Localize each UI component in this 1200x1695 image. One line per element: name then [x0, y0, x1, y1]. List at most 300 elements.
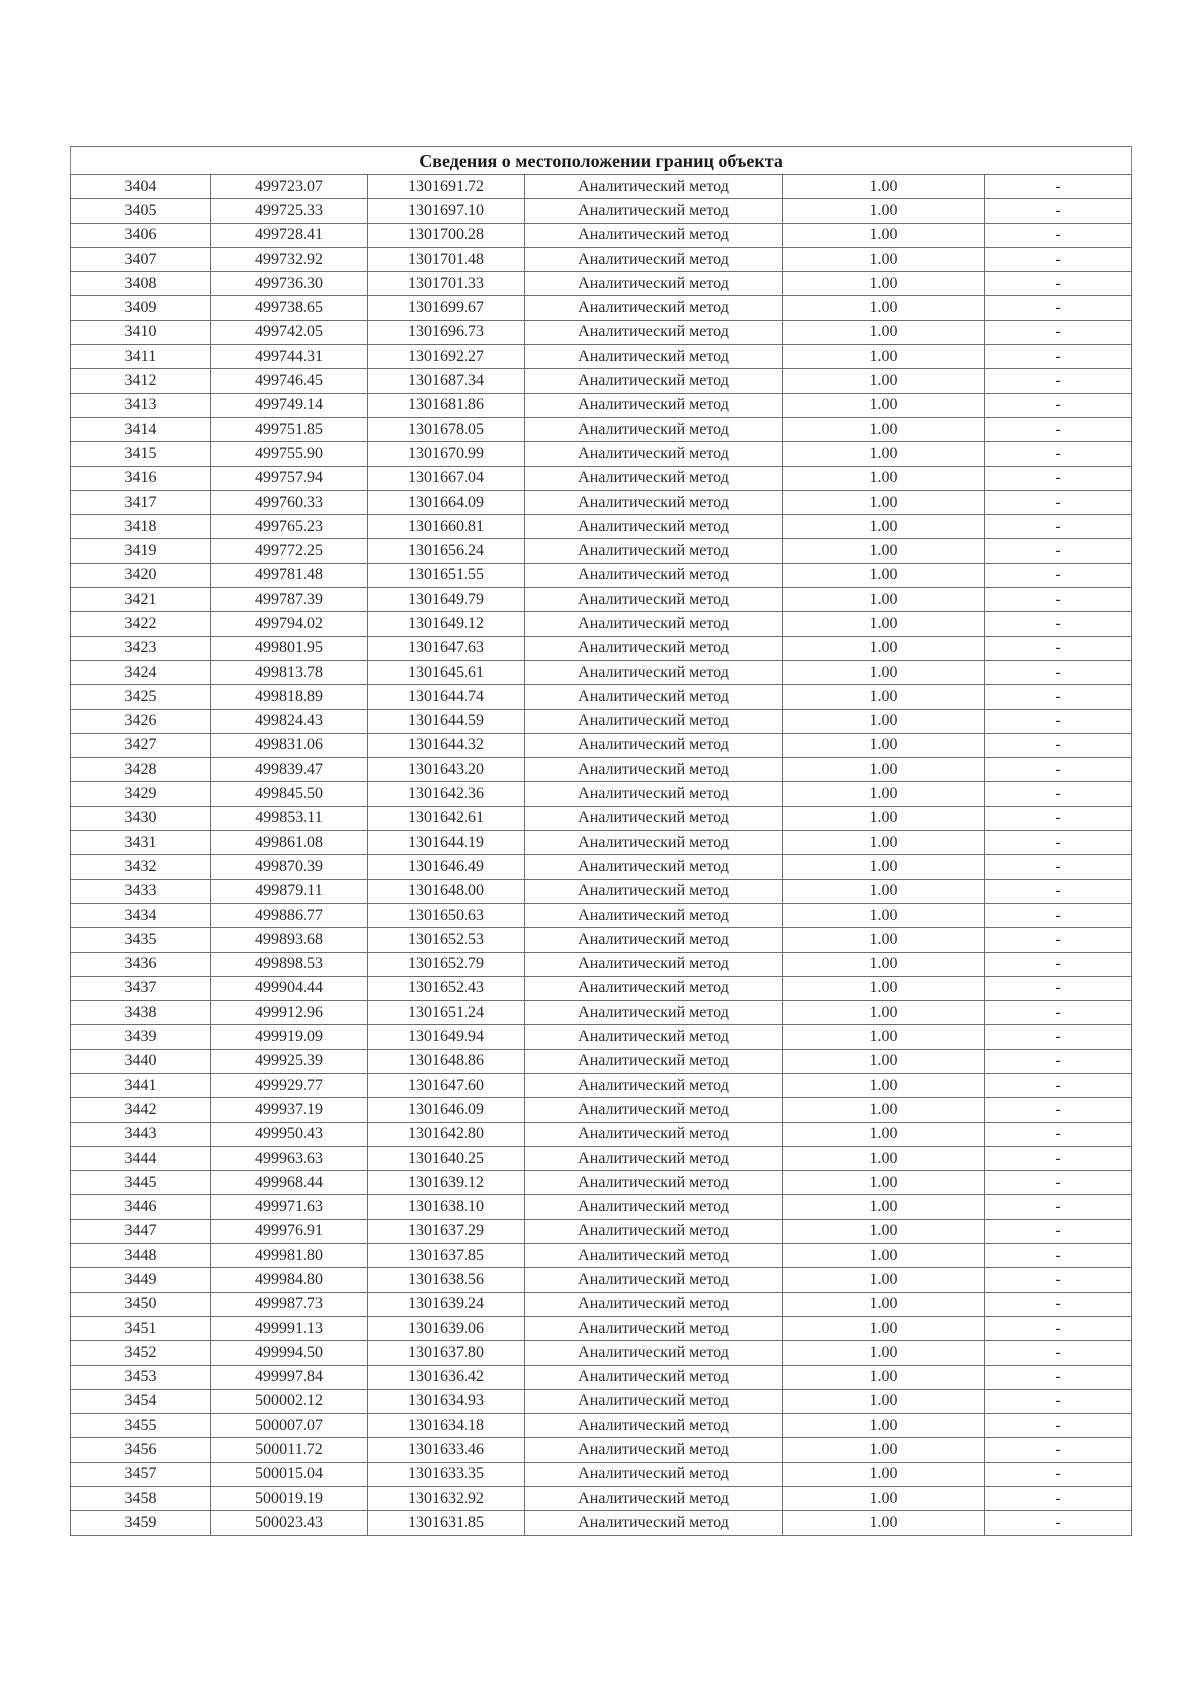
x-coordinate-cell: 499861.08	[211, 831, 368, 855]
accuracy-cell: 1.00	[783, 175, 985, 199]
y-coordinate-cell: 1301691.72	[368, 175, 525, 199]
table-row	[71, 1122, 1132, 1146]
note-cell: -	[985, 758, 1132, 782]
method-cell: Аналитический метод	[525, 758, 783, 782]
y-coordinate-cell: 1301652.43	[368, 976, 525, 1000]
table-row	[71, 1389, 1132, 1413]
table-body	[71, 175, 1132, 1536]
point-number-cell: 3450	[71, 1292, 211, 1316]
table-row	[71, 1316, 1132, 1340]
accuracy-cell: 1.00	[783, 1316, 985, 1340]
method-cell: Аналитический метод	[525, 855, 783, 879]
accuracy-cell: 1.00	[783, 1146, 985, 1170]
y-coordinate-cell: 1301639.24	[368, 1292, 525, 1316]
table-row	[71, 588, 1132, 612]
x-coordinate-cell: 500011.72	[211, 1438, 368, 1462]
method-cell: Аналитический метод	[525, 1438, 783, 1462]
point-number-cell: 3424	[71, 660, 211, 684]
table-row	[71, 539, 1132, 563]
y-coordinate-cell: 1301644.19	[368, 831, 525, 855]
method-cell: Аналитический метод	[525, 1462, 783, 1486]
method-cell: Аналитический метод	[525, 1511, 783, 1535]
note-cell: -	[985, 320, 1132, 344]
point-number-cell: 3438	[71, 1001, 211, 1025]
table-row	[71, 442, 1132, 466]
method-cell: Аналитический метод	[525, 393, 783, 417]
y-coordinate-cell: 1301646.49	[368, 855, 525, 879]
point-number-cell: 3448	[71, 1244, 211, 1268]
table-row	[71, 1462, 1132, 1486]
y-coordinate-cell: 1301648.86	[368, 1049, 525, 1073]
method-cell: Аналитический метод	[525, 1025, 783, 1049]
note-cell: -	[985, 976, 1132, 1000]
table-row	[71, 1219, 1132, 1243]
method-cell: Аналитический метод	[525, 879, 783, 903]
y-coordinate-cell: 1301634.18	[368, 1414, 525, 1438]
table-row	[71, 879, 1132, 903]
method-cell: Аналитический метод	[525, 1122, 783, 1146]
x-coordinate-cell: 499981.80	[211, 1244, 368, 1268]
note-cell: -	[985, 636, 1132, 660]
y-coordinate-cell: 1301652.53	[368, 928, 525, 952]
note-cell: -	[985, 247, 1132, 271]
x-coordinate-cell: 499950.43	[211, 1122, 368, 1146]
point-number-cell: 3421	[71, 588, 211, 612]
y-coordinate-cell: 1301651.55	[368, 563, 525, 587]
x-coordinate-cell: 499963.63	[211, 1146, 368, 1170]
point-number-cell: 3440	[71, 1049, 211, 1073]
y-coordinate-cell: 1301642.36	[368, 782, 525, 806]
x-coordinate-cell: 499755.90	[211, 442, 368, 466]
x-coordinate-cell: 499925.39	[211, 1049, 368, 1073]
point-number-cell: 3455	[71, 1414, 211, 1438]
note-cell: -	[985, 1049, 1132, 1073]
table-row	[71, 1438, 1132, 1462]
y-coordinate-cell: 1301700.28	[368, 223, 525, 247]
note-cell: -	[985, 345, 1132, 369]
point-number-cell: 3419	[71, 539, 211, 563]
method-cell: Аналитический метод	[525, 490, 783, 514]
x-coordinate-cell: 499879.11	[211, 879, 368, 903]
method-cell: Аналитический метод	[525, 782, 783, 806]
accuracy-cell: 1.00	[783, 442, 985, 466]
note-cell: -	[985, 1219, 1132, 1243]
table-row	[71, 1292, 1132, 1316]
accuracy-cell: 1.00	[783, 879, 985, 903]
x-coordinate-cell: 499794.02	[211, 612, 368, 636]
table-row	[71, 928, 1132, 952]
point-number-cell: 3430	[71, 806, 211, 830]
point-number-cell: 3434	[71, 903, 211, 927]
accuracy-cell: 1.00	[783, 1098, 985, 1122]
note-cell: -	[985, 272, 1132, 296]
note-cell: -	[985, 1122, 1132, 1146]
note-cell: -	[985, 782, 1132, 806]
table-row	[71, 1511, 1132, 1535]
y-coordinate-cell: 1301644.32	[368, 733, 525, 757]
y-coordinate-cell: 1301701.33	[368, 272, 525, 296]
note-cell: -	[985, 175, 1132, 199]
note-cell: -	[985, 199, 1132, 223]
y-coordinate-cell: 1301644.74	[368, 685, 525, 709]
note-cell: -	[985, 831, 1132, 855]
method-cell: Аналитический метод	[525, 320, 783, 344]
method-cell: Аналитический метод	[525, 685, 783, 709]
point-number-cell: 3427	[71, 733, 211, 757]
accuracy-cell: 1.00	[783, 466, 985, 490]
note-cell: -	[985, 1268, 1132, 1292]
x-coordinate-cell: 499760.33	[211, 490, 368, 514]
x-coordinate-cell: 499971.63	[211, 1195, 368, 1219]
y-coordinate-cell: 1301639.12	[368, 1171, 525, 1195]
point-number-cell: 3428	[71, 758, 211, 782]
y-coordinate-cell: 1301692.27	[368, 345, 525, 369]
y-coordinate-cell: 1301699.67	[368, 296, 525, 320]
x-coordinate-cell: 500019.19	[211, 1487, 368, 1511]
note-cell: -	[985, 1414, 1132, 1438]
note-cell: -	[985, 563, 1132, 587]
accuracy-cell: 1.00	[783, 490, 985, 514]
point-number-cell: 3415	[71, 442, 211, 466]
point-number-cell: 3453	[71, 1365, 211, 1389]
y-coordinate-cell: 1301638.56	[368, 1268, 525, 1292]
accuracy-cell: 1.00	[783, 393, 985, 417]
y-coordinate-cell: 1301687.34	[368, 369, 525, 393]
x-coordinate-cell: 499912.96	[211, 1001, 368, 1025]
x-coordinate-cell: 499987.73	[211, 1292, 368, 1316]
note-cell: -	[985, 1098, 1132, 1122]
table-row	[71, 466, 1132, 490]
method-cell: Аналитический метод	[525, 223, 783, 247]
y-coordinate-cell: 1301697.10	[368, 199, 525, 223]
method-cell: Аналитический метод	[525, 612, 783, 636]
point-number-cell: 3417	[71, 490, 211, 514]
y-coordinate-cell: 1301633.35	[368, 1462, 525, 1486]
note-cell: -	[985, 709, 1132, 733]
accuracy-cell: 1.00	[783, 1049, 985, 1073]
accuracy-cell: 1.00	[783, 247, 985, 271]
x-coordinate-cell: 499937.19	[211, 1098, 368, 1122]
accuracy-cell: 1.00	[783, 636, 985, 660]
accuracy-cell: 1.00	[783, 588, 985, 612]
y-coordinate-cell: 1301681.86	[368, 393, 525, 417]
note-cell: -	[985, 733, 1132, 757]
point-number-cell: 3441	[71, 1073, 211, 1097]
y-coordinate-cell: 1301637.80	[368, 1341, 525, 1365]
method-cell: Аналитический метод	[525, 1195, 783, 1219]
y-coordinate-cell: 1301643.20	[368, 758, 525, 782]
table-row	[71, 1146, 1132, 1170]
method-cell: Аналитический метод	[525, 1316, 783, 1340]
accuracy-cell: 1.00	[783, 782, 985, 806]
accuracy-cell: 1.00	[783, 976, 985, 1000]
x-coordinate-cell: 499751.85	[211, 417, 368, 441]
accuracy-cell: 1.00	[783, 855, 985, 879]
note-cell: -	[985, 490, 1132, 514]
y-coordinate-cell: 1301648.00	[368, 879, 525, 903]
point-number-cell: 3414	[71, 417, 211, 441]
x-coordinate-cell: 499845.50	[211, 782, 368, 806]
method-cell: Аналитический метод	[525, 563, 783, 587]
method-cell: Аналитический метод	[525, 1341, 783, 1365]
point-number-cell: 3456	[71, 1438, 211, 1462]
accuracy-cell: 1.00	[783, 1462, 985, 1486]
method-cell: Аналитический метод	[525, 660, 783, 684]
accuracy-cell: 1.00	[783, 1025, 985, 1049]
accuracy-cell: 1.00	[783, 345, 985, 369]
method-cell: Аналитический метод	[525, 831, 783, 855]
note-cell: -	[985, 588, 1132, 612]
method-cell: Аналитический метод	[525, 733, 783, 757]
y-coordinate-cell: 1301656.24	[368, 539, 525, 563]
table-row	[71, 1098, 1132, 1122]
accuracy-cell: 1.00	[783, 733, 985, 757]
method-cell: Аналитический метод	[525, 1389, 783, 1413]
accuracy-cell: 1.00	[783, 272, 985, 296]
y-coordinate-cell: 1301646.09	[368, 1098, 525, 1122]
table-row	[71, 296, 1132, 320]
x-coordinate-cell: 499968.44	[211, 1171, 368, 1195]
note-cell: -	[985, 952, 1132, 976]
y-coordinate-cell: 1301631.85	[368, 1511, 525, 1535]
x-coordinate-cell: 499976.91	[211, 1219, 368, 1243]
method-cell: Аналитический метод	[525, 976, 783, 1000]
method-cell: Аналитический метод	[525, 1292, 783, 1316]
x-coordinate-cell: 499723.07	[211, 175, 368, 199]
accuracy-cell: 1.00	[783, 1365, 985, 1389]
y-coordinate-cell: 1301664.09	[368, 490, 525, 514]
method-cell: Аналитический метод	[525, 296, 783, 320]
point-number-cell: 3409	[71, 296, 211, 320]
method-cell: Аналитический метод	[525, 709, 783, 733]
table-row	[71, 806, 1132, 830]
point-number-cell: 3457	[71, 1462, 211, 1486]
x-coordinate-cell: 499898.53	[211, 952, 368, 976]
accuracy-cell: 1.00	[783, 1414, 985, 1438]
table-row	[71, 1244, 1132, 1268]
point-number-cell: 3451	[71, 1316, 211, 1340]
table-row	[71, 223, 1132, 247]
method-cell: Аналитический метод	[525, 1268, 783, 1292]
accuracy-cell: 1.00	[783, 369, 985, 393]
x-coordinate-cell: 499994.50	[211, 1341, 368, 1365]
table-row	[71, 976, 1132, 1000]
table-row	[71, 490, 1132, 514]
table-row	[71, 636, 1132, 660]
x-coordinate-cell: 499886.77	[211, 903, 368, 927]
note-cell: -	[985, 223, 1132, 247]
x-coordinate-cell: 500002.12	[211, 1389, 368, 1413]
accuracy-cell: 1.00	[783, 539, 985, 563]
accuracy-cell: 1.00	[783, 806, 985, 830]
x-coordinate-cell: 499738.65	[211, 296, 368, 320]
point-number-cell: 3442	[71, 1098, 211, 1122]
table-row	[71, 417, 1132, 441]
y-coordinate-cell: 1301649.12	[368, 612, 525, 636]
method-cell: Аналитический метод	[525, 515, 783, 539]
y-coordinate-cell: 1301651.24	[368, 1001, 525, 1025]
table-row	[71, 1341, 1132, 1365]
point-number-cell: 3423	[71, 636, 211, 660]
note-cell: -	[985, 369, 1132, 393]
accuracy-cell: 1.00	[783, 1001, 985, 1025]
note-cell: -	[985, 855, 1132, 879]
point-number-cell: 3433	[71, 879, 211, 903]
table-row	[71, 903, 1132, 927]
method-cell: Аналитический метод	[525, 175, 783, 199]
y-coordinate-cell: 1301644.59	[368, 709, 525, 733]
point-number-cell: 3445	[71, 1171, 211, 1195]
accuracy-cell: 1.00	[783, 515, 985, 539]
y-coordinate-cell: 1301696.73	[368, 320, 525, 344]
table-row	[71, 1414, 1132, 1438]
x-coordinate-cell: 499725.33	[211, 199, 368, 223]
table-row	[71, 1049, 1132, 1073]
boundary-coordinates-table	[70, 146, 1132, 1536]
method-cell: Аналитический метод	[525, 199, 783, 223]
x-coordinate-cell: 499853.11	[211, 806, 368, 830]
method-cell: Аналитический метод	[525, 1365, 783, 1389]
table-row	[71, 1365, 1132, 1389]
note-cell: -	[985, 1292, 1132, 1316]
point-number-cell: 3407	[71, 247, 211, 271]
method-cell: Аналитический метод	[525, 1244, 783, 1268]
table-row	[71, 612, 1132, 636]
y-coordinate-cell: 1301649.79	[368, 588, 525, 612]
point-number-cell: 3412	[71, 369, 211, 393]
point-number-cell: 3405	[71, 199, 211, 223]
note-cell: -	[985, 660, 1132, 684]
table-title-row	[71, 147, 1132, 175]
note-cell: -	[985, 1389, 1132, 1413]
y-coordinate-cell: 1301645.61	[368, 660, 525, 684]
y-coordinate-cell: 1301632.92	[368, 1487, 525, 1511]
note-cell: -	[985, 1244, 1132, 1268]
note-cell: -	[985, 1195, 1132, 1219]
point-number-cell: 3408	[71, 272, 211, 296]
y-coordinate-cell: 1301642.61	[368, 806, 525, 830]
accuracy-cell: 1.00	[783, 660, 985, 684]
table-row	[71, 515, 1132, 539]
accuracy-cell: 1.00	[783, 709, 985, 733]
point-number-cell: 3422	[71, 612, 211, 636]
table-row	[71, 345, 1132, 369]
x-coordinate-cell: 499736.30	[211, 272, 368, 296]
table-row	[71, 685, 1132, 709]
method-cell: Аналитический метод	[525, 247, 783, 271]
note-cell: -	[985, 442, 1132, 466]
point-number-cell: 3452	[71, 1341, 211, 1365]
note-cell: -	[985, 612, 1132, 636]
y-coordinate-cell: 1301652.79	[368, 952, 525, 976]
note-cell: -	[985, 417, 1132, 441]
table-row	[71, 1171, 1132, 1195]
x-coordinate-cell: 499801.95	[211, 636, 368, 660]
point-number-cell: 3410	[71, 320, 211, 344]
x-coordinate-cell: 499742.05	[211, 320, 368, 344]
method-cell: Аналитический метод	[525, 539, 783, 563]
accuracy-cell: 1.00	[783, 223, 985, 247]
x-coordinate-cell: 499839.47	[211, 758, 368, 782]
y-coordinate-cell: 1301642.80	[368, 1122, 525, 1146]
note-cell: -	[985, 1438, 1132, 1462]
x-coordinate-cell: 499929.77	[211, 1073, 368, 1097]
accuracy-cell: 1.00	[783, 1244, 985, 1268]
accuracy-cell: 1.00	[783, 199, 985, 223]
y-coordinate-cell: 1301637.29	[368, 1219, 525, 1243]
accuracy-cell: 1.00	[783, 1171, 985, 1195]
table-row	[71, 733, 1132, 757]
note-cell: -	[985, 903, 1132, 927]
table-row	[71, 1073, 1132, 1097]
point-number-cell: 3444	[71, 1146, 211, 1170]
accuracy-cell: 1.00	[783, 320, 985, 344]
accuracy-cell: 1.00	[783, 296, 985, 320]
table-row	[71, 272, 1132, 296]
method-cell: Аналитический метод	[525, 417, 783, 441]
table-row	[71, 393, 1132, 417]
point-number-cell: 3449	[71, 1268, 211, 1292]
x-coordinate-cell: 499870.39	[211, 855, 368, 879]
table-row	[71, 175, 1132, 199]
note-cell: -	[985, 1171, 1132, 1195]
table-row	[71, 247, 1132, 271]
table-row	[71, 709, 1132, 733]
table-row	[71, 1268, 1132, 1292]
accuracy-cell: 1.00	[783, 1122, 985, 1146]
x-coordinate-cell: 499997.84	[211, 1365, 368, 1389]
x-coordinate-cell: 499749.14	[211, 393, 368, 417]
note-cell: -	[985, 1365, 1132, 1389]
method-cell: Аналитический метод	[525, 345, 783, 369]
table-row	[71, 855, 1132, 879]
point-number-cell: 3404	[71, 175, 211, 199]
x-coordinate-cell: 499746.45	[211, 369, 368, 393]
accuracy-cell: 1.00	[783, 1511, 985, 1535]
accuracy-cell: 1.00	[783, 1438, 985, 1462]
accuracy-cell: 1.00	[783, 1292, 985, 1316]
point-number-cell: 3406	[71, 223, 211, 247]
method-cell: Аналитический метод	[525, 1098, 783, 1122]
accuracy-cell: 1.00	[783, 758, 985, 782]
point-number-cell: 3431	[71, 831, 211, 855]
note-cell: -	[985, 515, 1132, 539]
x-coordinate-cell: 499813.78	[211, 660, 368, 684]
x-coordinate-cell: 499904.44	[211, 976, 368, 1000]
x-coordinate-cell: 499919.09	[211, 1025, 368, 1049]
table-row	[71, 563, 1132, 587]
accuracy-cell: 1.00	[783, 1195, 985, 1219]
point-number-cell: 3437	[71, 976, 211, 1000]
point-number-cell: 3443	[71, 1122, 211, 1146]
y-coordinate-cell: 1301649.94	[368, 1025, 525, 1049]
table-row	[71, 320, 1132, 344]
y-coordinate-cell: 1301637.85	[368, 1244, 525, 1268]
method-cell: Аналитический метод	[525, 1146, 783, 1170]
method-cell: Аналитический метод	[525, 806, 783, 830]
note-cell: -	[985, 806, 1132, 830]
x-coordinate-cell: 499765.23	[211, 515, 368, 539]
x-coordinate-cell: 499781.48	[211, 563, 368, 587]
table-row	[71, 1487, 1132, 1511]
note-cell: -	[985, 879, 1132, 903]
x-coordinate-cell: 499984.80	[211, 1268, 368, 1292]
point-number-cell: 3416	[71, 466, 211, 490]
point-number-cell: 3454	[71, 1389, 211, 1413]
method-cell: Аналитический метод	[525, 928, 783, 952]
point-number-cell: 3411	[71, 345, 211, 369]
accuracy-cell: 1.00	[783, 612, 985, 636]
